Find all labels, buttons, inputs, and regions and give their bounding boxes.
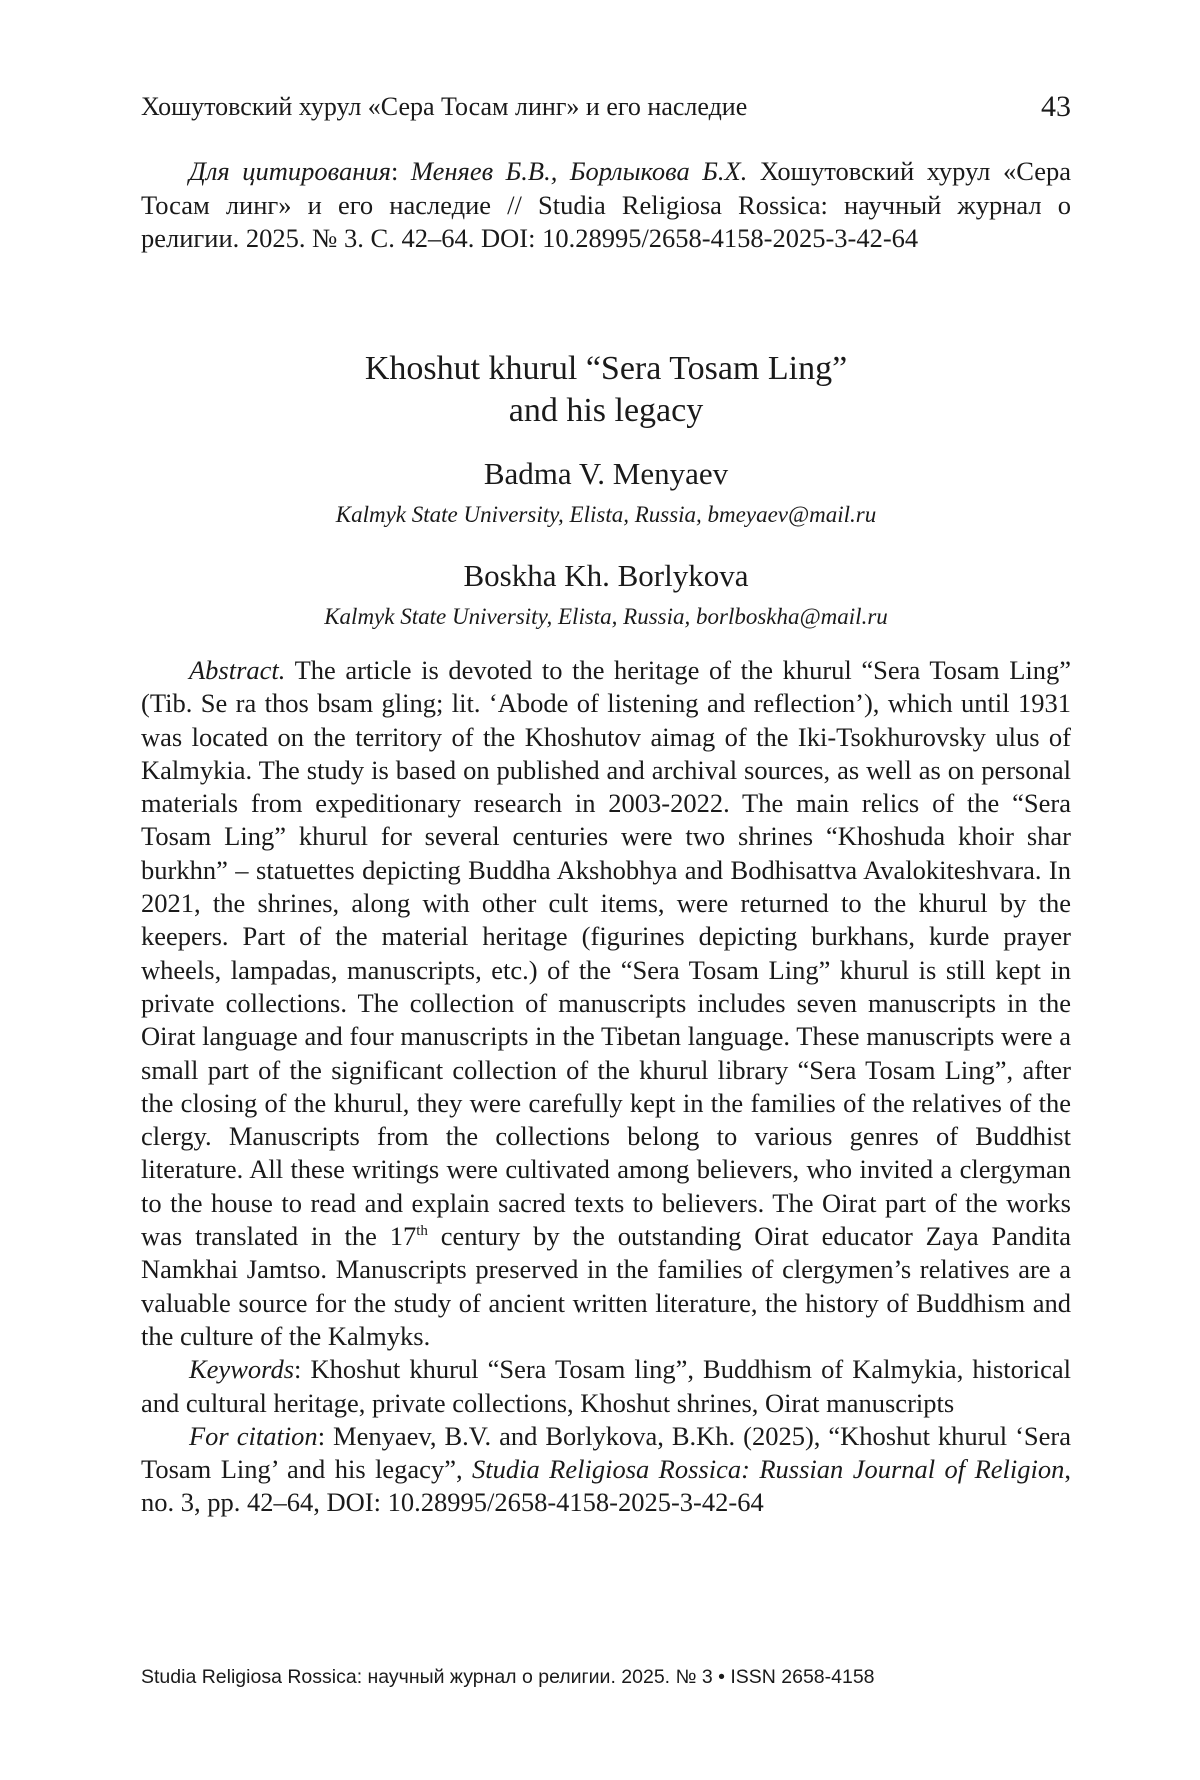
en-citation-label: For citation (189, 1420, 318, 1451)
article-title-line-1: Khoshut khurul “Sera Tosam Ling” (364, 350, 848, 387)
page-footer: Studia Religiosa Rossica: научный журнал о религии. 2025. № 3 • ISSN 2658-4158 (141, 1666, 875, 1688)
author-name: Boskha Kh. Borlykova (463, 558, 749, 593)
page-number: 43 (1041, 90, 1071, 123)
abstract-paragraph (141, 654, 1071, 1353)
keywords-label: Keywords (189, 1354, 295, 1385)
keywords-text: Khoshut khurul “Sera Tosam ling”, Buddhism of Kalmykia, historical and cultural heritage, private collections, Khoshut shrines, Oirat manuscripts (141, 1354, 1071, 1418)
author-affiliation: Kalmyk State University, Elista, Russia, borlboskha@mail.ru (324, 604, 888, 629)
en-citation-details: , no. 3, pp. 42–64, DOI: 10.28995/2658-4158-2025-3-42-64 (141, 1454, 1072, 1518)
ru-citation-label: Для цитирования (189, 156, 391, 186)
article-title-line-2: and his legacy (508, 392, 704, 429)
abstract-text-part-1: The article is devoted to the heritage of the khurul “Sera Tosam Ling” (Tib. Se ra thos bsam gling; lit. ‘Abode of listening and reflection’), which until 1931 was located on the territory of the Khoshutov aimag of the Iki-Tsokhurovsky ulus of Kalmykia. The study is based on published and archival sources, as well as on personal materials from expeditionary research in 2003-2022. The main relics of the “Sera Tosam Ling” khurul for several centuries were two shrines “Khoshuda khoir shar burkhn” – statuettes depicting Buddha Akshobhya and Bodhisattva Avalokiteshvara. In 2021, the shrines, along with other cult items, were returned to the khurul by the keepers. Part of the material heritage (figurines depicting burkhans, kurde prayer wheels, lampadas, manuscripts, etc.) of the “Sera Tosam Ling” khurul is still kept in private collections. The collection of manuscripts includes seven manuscripts in the Oirat language and four manuscripts in the Tibetan language. These manuscripts were a small part of the significant collection of the khurul library “Sera Tosam Ling”, after the closing of the khurul, they were carefully kept in the families of the relatives of the clergy. Manuscripts from the collections belong to various genres of Buddhist literature. All these writings were cultivated among believers, who invited a clergyman to the house to read and explain sacred texts to believers. The Oirat part of the works was translated in the 17 (141, 655, 1072, 1252)
abstract-text-part-2: century by the outstanding Oirat educator Zaya Pandita Namkhai Jamtso. Manuscripts preserved in the families of clergymen’s relatives are a valuable source for the study of ancient written literature, the history of Buddhism and the culture of the Kalmyks. (141, 1221, 1071, 1351)
author-name: Badma V. Menyaev (483, 456, 729, 491)
en-citation-journal: Studia Religiosa Rossica: Russian Journal of Religion (472, 1454, 1065, 1485)
en-citation-text: Menyaev, B.V. and Borlykova, B.Kh. (2025), “Khoshut khurul ‘Sera Tosam Ling’ and his legacy”, (141, 1420, 1071, 1485)
author-affiliation: Kalmyk State University, Elista, Russia, bmeyaev@mail.ru (335, 502, 877, 527)
ru-citation: Для цитирования: Меняев Б.В., Борлыкова Б.Х. Хошутовский хурул «Сера Тосам линг» и его наследие // Studia Religiosa Rossica: научный журнал о религии. 2025. № 3. С. 42–64. DOI: 10.28995/2658-4158-2025-3-42-64 (141, 156, 1071, 253)
running-header-title: Хошутовский хурул «Сера Тосам линг» и его наследие (141, 92, 748, 121)
abstract-superscript: th (416, 1223, 428, 1240)
keywords-paragraph: Keywords: Khoshut khurul “Sera Tosam ling”, Buddhism of Kalmykia, historical and cultural heritage, private collections, Khoshut shrines, Oirat manuscripts (141, 1354, 1071, 1418)
abstract-label: Abstract. (189, 655, 286, 685)
en-citation-paragraph: For citation: Menyaev, B.V. and Borlykova, B.Kh. (2025), “Khoshut khurul ‘Sera Tosam Ling’ and his legacy”, Studia Religiosa Rossica: Russian Journal of Religion, no. 3, pp. 42–64, DOI: 10.28995/2658-4158-2025-3-42-64 (141, 1420, 1072, 1518)
article-title (141, 348, 1071, 432)
article-front-matter (141, 654, 1071, 1520)
ru-citation-authors: Меняев Б.В., Борлыкова Б.Х. (410, 156, 748, 186)
ru-citation-text: Хошутовский хурул «Сера Тосам линг» и его наследие // Studia Religiosa Rossica: научный журнал о религии. 2025. № 3. С. 42–64. DOI: 10.28995/2658-4158-2025-3-42-64 (141, 156, 1071, 253)
running-header (141, 90, 1071, 124)
journal-page (141, 0, 1071, 1780)
